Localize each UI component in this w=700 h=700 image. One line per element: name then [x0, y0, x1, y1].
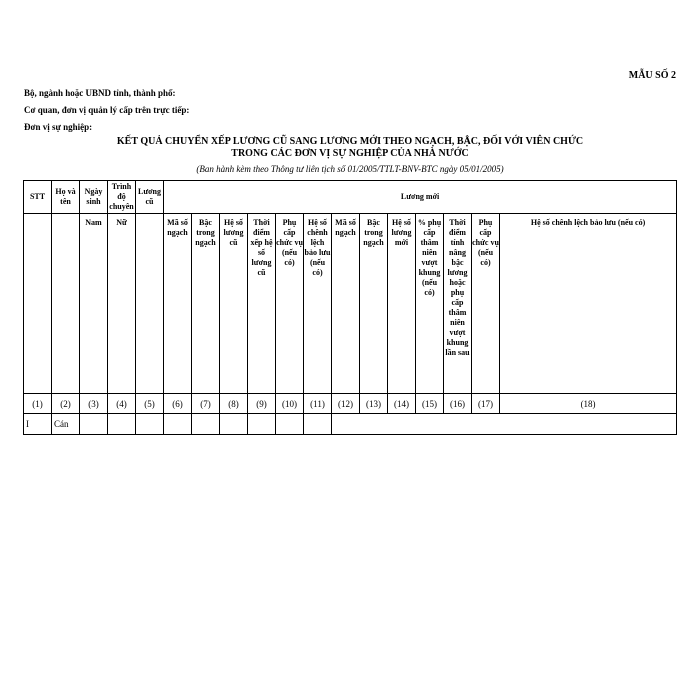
row-stt-cell: I — [24, 414, 52, 435]
column-number-15: (15) — [416, 394, 444, 414]
row-empty-cell-rest — [332, 414, 677, 435]
column-number-11: (11) — [304, 394, 332, 414]
column-number-9: (9) — [248, 394, 276, 414]
header-nu: Nữ — [108, 214, 136, 394]
header-ma-so-ngach-moi: Mã số ngạch — [332, 214, 360, 394]
header-he-so-chenh-lech-bao-luu-moi: Hệ số chênh lệch bảo lưu (nếu có) — [500, 214, 677, 394]
row-empty-cell-9 — [248, 414, 276, 435]
header-bac-trong-ngach: Bậc trong ngạch — [192, 214, 220, 394]
row-empty-cell-6 — [164, 414, 192, 435]
header-ministry-line: Bộ, ngành hoặc UBND tỉnh, thành phố: — [24, 88, 176, 98]
column-number-18: (18) — [500, 394, 677, 414]
header-he-so-luong-moi: Hệ số lương mới — [388, 214, 416, 394]
header-trinh-do-text: Trình độ chuyên — [109, 182, 134, 211]
document-subtitle: (Ban hành kèm theo Thông tư liên tịch số 01/2005/TTLT-BNV-BTC ngày 05/01/2005) — [196, 164, 504, 174]
row-empty-cell-4 — [108, 414, 136, 435]
salary-conversion-table — [23, 180, 677, 435]
header-trinh-do — [108, 181, 136, 214]
column-number-4: (4) — [108, 394, 136, 414]
header-luong-cu: Lương cũ — [136, 181, 164, 214]
column-number-1: (1) — [24, 394, 52, 414]
header-nam: Nam — [80, 214, 108, 394]
header-he-so-luong-cu: Hệ số lương cũ — [220, 214, 248, 394]
column-number-6: (6) — [164, 394, 192, 414]
header-ma-so-ngach: Mã số ngạch — [164, 214, 192, 394]
column-number-5: (5) — [136, 394, 164, 414]
header-thoi-diem-tinh-nang-bac: Thời điểm tính nâng bậc lương hoặc phụ cấp thâm niên vượt khung lần sau — [444, 214, 472, 394]
form-code: MẪU SỐ 2 — [628, 70, 676, 81]
header-phu-cap-chuc-vu: Phụ cấp chức vụ (nếu có) — [276, 214, 304, 394]
column-number-3: (3) — [80, 394, 108, 414]
column-number-10: (10) — [276, 394, 304, 414]
header-blank-1 — [24, 214, 52, 394]
header-bac-trong-ngach-moi: Bậc trong ngạch — [360, 214, 388, 394]
column-number-12: (12) — [332, 394, 360, 414]
row-empty-cell-10 — [276, 414, 304, 435]
row-empty-cell-8 — [220, 414, 248, 435]
header-blank-2 — [52, 214, 80, 394]
row-name-cell: Cán — [52, 414, 80, 435]
row-empty-cell-11 — [304, 414, 332, 435]
column-number-8: (8) — [220, 394, 248, 414]
header-stt: STT — [24, 181, 52, 214]
header-thoi-diem-xep-he-so: Thời điểm xếp hệ số lương cũ — [248, 214, 276, 394]
column-number-7: (7) — [192, 394, 220, 414]
header-phu-cap-chuc-vu-moi: Phụ cấp chức vụ (nếu có) — [472, 214, 500, 394]
row-empty-cell-7 — [192, 414, 220, 435]
column-number-2: (2) — [52, 394, 80, 414]
header-ho-va-ten: Họ và tên — [52, 181, 80, 214]
row-empty-cell-3 — [80, 414, 108, 435]
header-phu-cap-tham-nien: % phụ cấp thâm niên vượt khung (nếu có) — [416, 214, 444, 394]
column-number-16: (16) — [444, 394, 472, 414]
header-he-so-chenh-lech-bao-luu: Hệ số chênh lệch bảo lưu (nếu có) — [304, 214, 332, 394]
column-number-14: (14) — [388, 394, 416, 414]
header-ngay-sinh: Ngày sinh — [80, 181, 108, 214]
header-agency-line: Cơ quan, đơn vị quản lý cấp trên trực tiếp: — [24, 105, 190, 115]
row-empty-cell-5 — [136, 414, 164, 435]
column-number-17: (17) — [472, 394, 500, 414]
document-title-line2: TRONG CÁC ĐƠN VỊ SỰ NGHIỆP CỦA NHÀ NƯỚC — [231, 148, 469, 159]
header-unit-line: Đơn vị sự nghiệp: — [24, 122, 93, 132]
header-luong-moi: Lương mới — [164, 181, 677, 214]
column-number-13: (13) — [360, 394, 388, 414]
header-blank-5 — [136, 214, 164, 394]
document-title-line1: KẾT QUẢ CHUYỂN XẾP LƯƠNG CŨ SANG LƯƠNG MỚI THEO NGẠCH, BẬC, ĐỐI VỚI VIÊN CHỨC — [116, 136, 584, 147]
